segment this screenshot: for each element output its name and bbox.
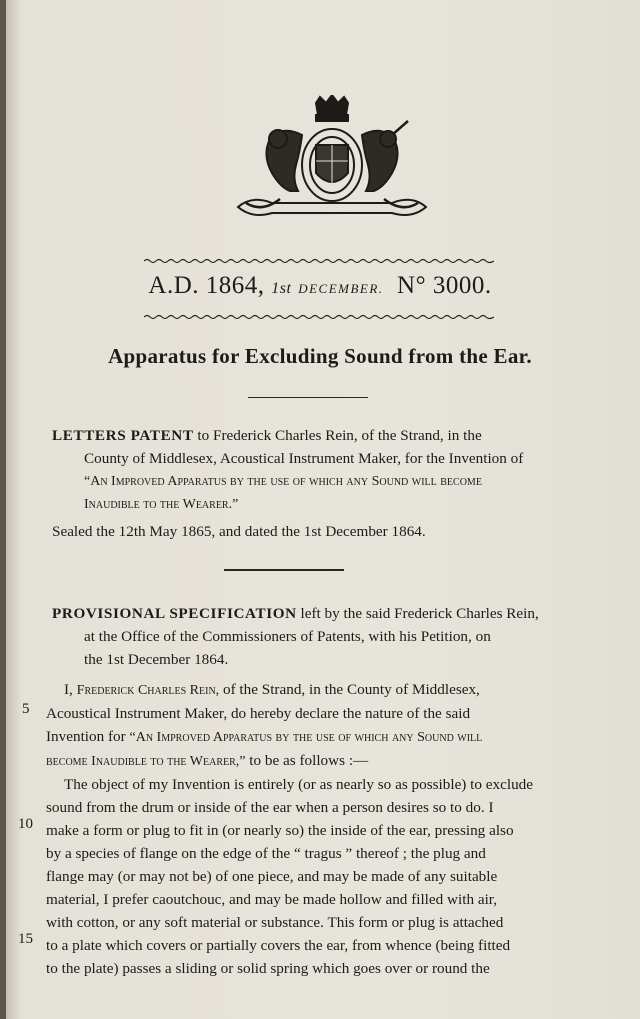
ornamental-rule-bottom [144,314,494,320]
letters-patent-line1: to Frederick Charles Rein, of the Strand, in the [197,427,482,444]
page-title: Apparatus for Excluding Sound from the Ear. [108,344,532,368]
body-text: Acoustical Instrument Maker, do hereby declare the nature of the said [46,705,471,722]
headline-month: DECEMBER. [298,281,384,296]
letters-patent-line2: County of Middlesex, Acoustical Instrument Maker, for the Invention of [84,450,524,467]
provisional-line2: at the Office of the Commissioners of Patents, with his Petition, on [84,628,491,645]
divider-rule-2 [224,569,344,571]
body-paragraph-1 [46,678,582,980]
body-text-smallcaps: become Inaudible to the Wearer,” [46,754,246,769]
line-number: 15 [18,931,33,947]
ornamental-rule-top [144,258,494,264]
line-number: 10 [18,816,33,832]
body-text: sound from the drum or inside of the ear when a person desires so to do. I [46,799,494,816]
letters-patent-paragraph [52,424,582,516]
royal-coat-of-arms-icon [232,95,432,223]
body-text: The object of my Invention is entirely (or as nearly so as possible) to exclude [64,776,533,793]
body-text: with cotton, or any soft material or substance. This form or plug is attached [46,914,504,931]
patent-headline [0,272,640,300]
body-text: Invention for [46,728,126,745]
line-number: 5 [22,701,30,717]
letters-patent-line3: “An Improved Apparatus by the use of which any Sound will become [84,474,482,489]
letters-patent-line4: Inaudible to the Wearer.” [84,497,239,512]
body-text: I, [64,681,73,698]
body-text: of the Strand, in the County of Middlesex, [222,681,480,698]
body-text: to the plate) passes a sliding or solid spring which goes over or round the [46,960,490,977]
headline-number: N° 3000. [397,272,492,299]
sealed-line: Sealed the 12th May 1865, and dated the 1st December 1864. [52,523,426,540]
body-text: to be as follows :— [249,752,369,769]
provisional-line3: the 1st December 1864. [84,651,229,668]
body-text-smallcaps: Frederick Charles Rein, [76,683,220,698]
headline-year: A.D. 1864, [148,272,265,299]
body-text: make a form or plug to fit in (or nearly so) the inside of the ear, pressing also [46,822,514,839]
provisional-paragraph [52,602,582,671]
body-text: flange may (or may not be) of one piece, and may be made of any suitable [46,868,498,885]
body-text-smallcaps: “An Improved Apparatus by the use of which any Sound will [129,730,483,745]
provisional-lead: PROVISIONAL SPECIFICATION [52,605,297,622]
body-text: to a plate which covers or partially covers the ear, from whence (being fitted [46,937,511,954]
provisional-line1: left by the said Frederick Charles Rein, [300,605,539,622]
body-text: by a species of flange on the edge of the “ tragus ” thereof ; the plug and [46,845,486,862]
body-text: material, I prefer caoutchouc, and may be made hollow and filled with air, [46,891,498,908]
divider-rule [248,397,368,398]
headline-day: 1st [271,280,292,297]
page-binding-edge [0,0,6,1019]
letters-patent-lead: LETTERS PATENT [52,427,194,444]
